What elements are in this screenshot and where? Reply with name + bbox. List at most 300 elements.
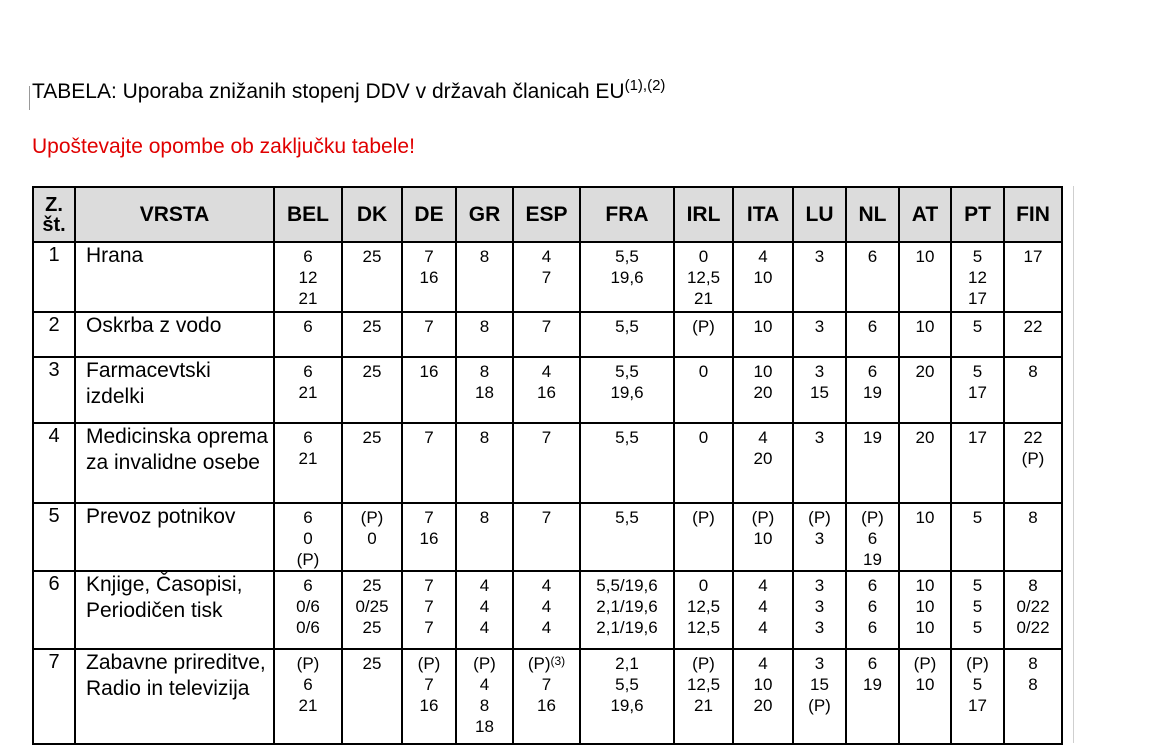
column-header: DE bbox=[402, 187, 456, 242]
rate-cell bbox=[674, 503, 733, 571]
rate-value bbox=[403, 316, 455, 337]
page-edge-line bbox=[1073, 186, 1074, 743]
rate-text: 20 bbox=[753, 696, 773, 715]
rate-value bbox=[734, 427, 792, 448]
rate-text: 4 bbox=[758, 618, 768, 637]
rate-value bbox=[952, 246, 1003, 267]
rate-text: 10 bbox=[915, 576, 935, 595]
rate-cell bbox=[793, 312, 846, 357]
rate-value bbox=[900, 596, 950, 617]
rate-cell bbox=[733, 312, 793, 357]
rate-value bbox=[514, 695, 579, 716]
rate-cell bbox=[951, 312, 1004, 357]
rate-value bbox=[457, 361, 512, 382]
rate-value bbox=[734, 653, 792, 674]
row-category: Zabavne prireditve, Radio in televizija bbox=[75, 649, 274, 744]
rate-value bbox=[514, 246, 579, 267]
title-text: TABELA: Uporaba znižanih stopenj DDV v državah članicah EU bbox=[32, 80, 625, 103]
rate-cell bbox=[951, 503, 1004, 571]
rate-value bbox=[514, 507, 579, 528]
column-header: GR bbox=[456, 187, 513, 242]
rate-value bbox=[675, 267, 732, 288]
rate-value bbox=[581, 267, 673, 288]
row-category: Farmacevtski izdelki bbox=[75, 357, 274, 423]
rate-cell bbox=[793, 649, 846, 744]
rate-text: 21 bbox=[298, 383, 318, 402]
rate-value bbox=[847, 617, 898, 638]
rate-text: 3 bbox=[814, 317, 825, 336]
rate-text: 12,5 bbox=[686, 597, 721, 616]
rate-text: 7 bbox=[424, 317, 434, 336]
rate-text: 5 bbox=[972, 576, 983, 595]
rate-cell bbox=[580, 571, 674, 649]
rate-text: 20 bbox=[915, 362, 935, 381]
rate-value bbox=[514, 596, 579, 617]
rate-text: 5,5 bbox=[615, 675, 639, 694]
rate-value bbox=[847, 246, 898, 267]
rate-text: 5 bbox=[972, 508, 983, 527]
rate-text: 7 bbox=[541, 508, 552, 527]
rate-cell bbox=[580, 649, 674, 744]
rate-cell bbox=[513, 423, 580, 503]
rate-cell bbox=[1004, 312, 1062, 357]
rate-value bbox=[734, 267, 792, 288]
rate-value bbox=[794, 575, 845, 596]
rate-text: 25 bbox=[362, 317, 382, 336]
rate-text: 4 bbox=[541, 362, 552, 381]
rate-text: 4 bbox=[479, 618, 490, 637]
rate-cell bbox=[402, 571, 456, 649]
rate-text: 6 bbox=[867, 529, 878, 548]
rate-text: 8 bbox=[479, 696, 490, 715]
rate-value bbox=[343, 316, 401, 337]
rate-text: 19,6 bbox=[610, 383, 644, 402]
rate-cell bbox=[456, 312, 513, 357]
rate-text: 7 bbox=[424, 508, 434, 527]
rate-text: (P) bbox=[296, 654, 320, 673]
rate-text: 16 bbox=[537, 696, 556, 715]
rate-text: 6 bbox=[303, 576, 313, 595]
title-footnote: (1),(2) bbox=[624, 77, 666, 94]
rate-cell bbox=[846, 357, 899, 423]
header-line: št. bbox=[42, 213, 66, 236]
rate-text: 5,5/19,6 bbox=[596, 576, 658, 595]
rate-text: 10 bbox=[753, 675, 773, 694]
rate-value bbox=[343, 528, 401, 549]
rate-value bbox=[1005, 617, 1061, 638]
rate-cell bbox=[456, 423, 513, 503]
rate-value bbox=[457, 575, 512, 596]
rate-text: 10 bbox=[753, 268, 773, 287]
rate-text: 21 bbox=[298, 289, 318, 308]
rate-value bbox=[514, 575, 579, 596]
table-row bbox=[33, 312, 1062, 357]
rate-value bbox=[952, 288, 1003, 309]
rate-value bbox=[343, 596, 401, 617]
rate-cell bbox=[342, 242, 402, 312]
rate-value bbox=[403, 695, 455, 716]
rate-text: 0 bbox=[698, 247, 709, 266]
rate-cell bbox=[733, 571, 793, 649]
rate-value bbox=[734, 361, 792, 382]
rate-cell bbox=[846, 312, 899, 357]
rate-text: 12,5 bbox=[686, 675, 721, 694]
rate-cell bbox=[1004, 357, 1062, 423]
rate-value bbox=[457, 507, 512, 528]
rate-cell bbox=[951, 571, 1004, 649]
row-number: 1 bbox=[33, 242, 75, 312]
column-header: AT bbox=[899, 187, 951, 242]
rate-text: 5,5 bbox=[615, 247, 639, 266]
rate-value bbox=[847, 674, 898, 695]
column-header: FRA bbox=[580, 187, 674, 242]
rate-cell bbox=[513, 312, 580, 357]
row-category: Oskrba z vodo bbox=[75, 312, 274, 357]
rate-text: (P) bbox=[473, 654, 496, 673]
rate-value bbox=[675, 288, 732, 309]
rate-cell bbox=[456, 649, 513, 744]
rate-text: (P) bbox=[527, 654, 551, 673]
rate-text: 6 bbox=[303, 317, 313, 336]
rate-text: 17 bbox=[968, 696, 987, 715]
rate-text: 4 bbox=[479, 597, 490, 616]
rate-value bbox=[275, 246, 341, 267]
row-number: 5 bbox=[33, 503, 75, 571]
rate-value bbox=[403, 267, 455, 288]
rate-cell bbox=[1004, 649, 1062, 744]
rate-text: 12,5 bbox=[686, 268, 721, 287]
rate-cell bbox=[674, 423, 733, 503]
rate-cell bbox=[402, 357, 456, 423]
rate-text: 5 bbox=[972, 317, 983, 336]
rate-text: (P) bbox=[360, 508, 384, 527]
rate-value bbox=[581, 246, 673, 267]
rate-value bbox=[581, 361, 673, 382]
rate-value bbox=[275, 361, 341, 382]
rate-value bbox=[275, 507, 341, 528]
rate-cell bbox=[456, 357, 513, 423]
rate-text: 10 bbox=[915, 247, 935, 266]
rate-value bbox=[1005, 316, 1061, 337]
rate-text: 4 bbox=[758, 597, 768, 616]
rate-text: 21 bbox=[694, 289, 713, 308]
rate-text: 4 bbox=[479, 675, 490, 694]
rate-text: 0 bbox=[303, 529, 313, 548]
rate-text: 10 bbox=[915, 675, 935, 694]
rate-text: (P) bbox=[417, 654, 441, 673]
rate-value bbox=[403, 427, 455, 448]
rate-value bbox=[900, 575, 950, 596]
rate-value bbox=[794, 382, 845, 403]
rate-value bbox=[794, 596, 845, 617]
rate-value bbox=[343, 617, 401, 638]
rate-text: 3 bbox=[814, 618, 825, 637]
rate-value bbox=[952, 427, 1003, 448]
rate-text: 22 bbox=[1023, 317, 1043, 336]
rate-text: 25 bbox=[362, 247, 382, 266]
rate-value bbox=[457, 695, 512, 716]
rate-cell bbox=[793, 423, 846, 503]
rate-value bbox=[581, 382, 673, 403]
rate-value bbox=[952, 507, 1003, 528]
rate-text: 21 bbox=[298, 696, 318, 715]
rate-text: 5 bbox=[972, 618, 983, 637]
column-header: IRL bbox=[674, 187, 733, 242]
rate-value bbox=[275, 316, 341, 337]
rate-cell bbox=[674, 649, 733, 744]
rate-value bbox=[734, 674, 792, 695]
rate-cell bbox=[674, 357, 733, 423]
rate-value bbox=[952, 382, 1003, 403]
rate-text: 4 bbox=[541, 576, 552, 595]
rate-value bbox=[275, 674, 341, 695]
rate-value bbox=[794, 507, 845, 528]
rate-text: 6 bbox=[867, 317, 878, 336]
rate-value bbox=[403, 617, 455, 638]
rate-value bbox=[900, 674, 950, 695]
rate-cell bbox=[899, 503, 951, 571]
column-header: BEL bbox=[274, 187, 342, 242]
rate-value bbox=[343, 361, 401, 382]
rate-value bbox=[275, 288, 341, 309]
rate-text: 8 bbox=[479, 508, 490, 527]
rate-value bbox=[952, 267, 1003, 288]
rate-text: 8 bbox=[1028, 508, 1038, 527]
rate-cell bbox=[513, 357, 580, 423]
rate-value bbox=[1005, 246, 1061, 267]
rate-text: (P) bbox=[751, 508, 775, 527]
rate-text: 5 bbox=[972, 675, 983, 694]
rate-text: 10 bbox=[915, 317, 935, 336]
rate-cell bbox=[899, 242, 951, 312]
rate-value bbox=[514, 361, 579, 382]
rate-text: 8 bbox=[479, 428, 490, 447]
rate-value bbox=[675, 316, 732, 337]
rate-value bbox=[581, 507, 673, 528]
rate-value bbox=[275, 695, 341, 716]
rate-text: 7 bbox=[541, 268, 552, 287]
rate-value bbox=[794, 617, 845, 638]
rate-value bbox=[952, 361, 1003, 382]
rate-text: 4 bbox=[758, 654, 768, 673]
rate-text: (P) bbox=[913, 654, 937, 673]
rate-text: 25 bbox=[362, 362, 382, 381]
rate-text: 3 bbox=[814, 654, 825, 673]
rate-value bbox=[581, 316, 673, 337]
rate-text: 19,6 bbox=[610, 268, 644, 287]
rate-value bbox=[734, 596, 792, 617]
rate-text: 5 bbox=[972, 247, 983, 266]
rate-value bbox=[403, 361, 455, 382]
rate-value bbox=[675, 674, 732, 695]
rate-value bbox=[734, 246, 792, 267]
rate-text: 20 bbox=[753, 383, 773, 402]
rate-value bbox=[1005, 674, 1061, 695]
rate-value bbox=[1005, 575, 1061, 596]
rate-text: 25 bbox=[362, 618, 382, 637]
table-row bbox=[33, 503, 1062, 571]
rate-cell bbox=[342, 423, 402, 503]
rate-cell bbox=[402, 423, 456, 503]
rate-value bbox=[514, 267, 579, 288]
rate-text: 19 bbox=[863, 550, 882, 569]
rate-text: 6 bbox=[303, 675, 313, 694]
rate-cell bbox=[793, 503, 846, 571]
rate-value bbox=[343, 653, 401, 674]
rate-text: 20 bbox=[915, 428, 935, 447]
rate-cell bbox=[274, 649, 342, 744]
row-category: Hrana bbox=[75, 242, 274, 312]
rate-cell bbox=[513, 242, 580, 312]
rate-text: 0/22 bbox=[1016, 618, 1050, 637]
rate-value bbox=[514, 653, 579, 674]
rate-text: 17 bbox=[968, 383, 987, 402]
rate-text: 16 bbox=[419, 529, 439, 548]
rate-cell bbox=[733, 242, 793, 312]
rate-value bbox=[457, 382, 512, 403]
rate-text: 10 bbox=[915, 597, 935, 616]
rate-cell bbox=[274, 312, 342, 357]
row-number: 2 bbox=[33, 312, 75, 357]
rate-value bbox=[581, 596, 673, 617]
rate-value bbox=[734, 617, 792, 638]
rate-value bbox=[952, 674, 1003, 695]
column-header: PT bbox=[951, 187, 1004, 242]
column-header bbox=[33, 187, 75, 242]
rate-cell bbox=[342, 357, 402, 423]
rate-text: 6 bbox=[867, 576, 878, 595]
rate-value bbox=[457, 617, 512, 638]
rate-value bbox=[581, 674, 673, 695]
rate-value bbox=[581, 427, 673, 448]
rate-text: 18 bbox=[475, 383, 494, 402]
text-cursor bbox=[29, 86, 30, 110]
rate-value bbox=[403, 653, 455, 674]
row-number: 6 bbox=[33, 571, 75, 649]
rate-cell bbox=[1004, 571, 1062, 649]
rate-text: 3 bbox=[814, 576, 825, 595]
rate-cell bbox=[513, 503, 580, 571]
rate-cell bbox=[899, 312, 951, 357]
rate-text: 0 bbox=[367, 529, 377, 548]
rate-text: 3 bbox=[814, 247, 825, 266]
column-header: DK bbox=[342, 187, 402, 242]
row-category: Medicinska oprema za invalidne osebe bbox=[75, 423, 274, 503]
rate-value bbox=[457, 427, 512, 448]
table-row bbox=[33, 649, 1062, 744]
rate-value bbox=[275, 528, 341, 549]
rate-text: 0 bbox=[698, 362, 709, 381]
rate-value bbox=[952, 316, 1003, 337]
rate-value bbox=[794, 427, 845, 448]
rate-value bbox=[1005, 653, 1061, 674]
rate-text: 8 bbox=[1028, 675, 1038, 694]
rate-text: 8 bbox=[1028, 576, 1038, 595]
rate-value bbox=[581, 653, 673, 674]
rate-text: (P) bbox=[808, 508, 831, 527]
rate-value bbox=[900, 427, 950, 448]
rate-cell bbox=[899, 571, 951, 649]
rate-cell bbox=[733, 423, 793, 503]
rate-value bbox=[900, 507, 950, 528]
rate-text: 7 bbox=[541, 428, 552, 447]
rate-value bbox=[581, 617, 673, 638]
rate-cell bbox=[342, 649, 402, 744]
rate-value bbox=[794, 316, 845, 337]
rate-value bbox=[403, 575, 455, 596]
rate-value bbox=[847, 596, 898, 617]
rate-value bbox=[457, 596, 512, 617]
rate-cell bbox=[951, 423, 1004, 503]
rate-value bbox=[514, 382, 579, 403]
rate-text: 10 bbox=[753, 362, 773, 381]
rate-value bbox=[514, 617, 579, 638]
rate-cell bbox=[402, 242, 456, 312]
rate-value bbox=[675, 246, 732, 267]
rate-text: 4 bbox=[541, 597, 552, 616]
rate-text: 17 bbox=[1023, 247, 1043, 266]
rate-value bbox=[794, 674, 845, 695]
rate-value bbox=[457, 246, 512, 267]
table-row bbox=[33, 571, 1062, 649]
rate-cell bbox=[342, 571, 402, 649]
rate-value bbox=[847, 575, 898, 596]
rate-text: 7 bbox=[424, 618, 434, 637]
rate-value bbox=[343, 246, 401, 267]
row-number: 3 bbox=[33, 357, 75, 423]
rate-text: 19 bbox=[863, 383, 882, 402]
rate-text: 25 bbox=[362, 576, 382, 595]
rate-value bbox=[952, 695, 1003, 716]
rate-value bbox=[847, 653, 898, 674]
row-category: Knjige, Časopisi, Periodičen tisk bbox=[75, 571, 274, 649]
rate-text: 17 bbox=[968, 428, 987, 447]
rate-text: 0/22 bbox=[1016, 597, 1050, 616]
rate-cell bbox=[951, 242, 1004, 312]
rate-value bbox=[275, 382, 341, 403]
rate-value bbox=[403, 674, 455, 695]
rate-value bbox=[457, 316, 512, 337]
rate-text: 4 bbox=[541, 618, 552, 637]
rate-text: 3 bbox=[814, 428, 825, 447]
rate-cell bbox=[402, 503, 456, 571]
rate-text: 2,1/19,6 bbox=[596, 597, 658, 616]
rate-text: 8 bbox=[1028, 362, 1038, 381]
rate-cell bbox=[580, 423, 674, 503]
rate-value bbox=[275, 653, 341, 674]
rate-value bbox=[734, 695, 792, 716]
rate-value bbox=[275, 617, 341, 638]
column-header: VRSTA bbox=[75, 187, 274, 242]
rate-text: 7 bbox=[541, 317, 552, 336]
rate-text: 0/25 bbox=[355, 597, 389, 616]
column-header: LU bbox=[793, 187, 846, 242]
rate-value bbox=[675, 617, 732, 638]
rate-value bbox=[275, 448, 341, 469]
rate-text: 5,5 bbox=[615, 428, 639, 447]
rate-text: 17 bbox=[968, 289, 987, 308]
rate-text: 16 bbox=[419, 696, 439, 715]
vat-rates-table bbox=[32, 186, 1063, 745]
rate-value bbox=[675, 507, 732, 528]
rate-value bbox=[847, 316, 898, 337]
rate-value bbox=[847, 427, 898, 448]
rate-text: 15 bbox=[810, 383, 829, 402]
rate-value bbox=[952, 596, 1003, 617]
rate-text: 18 bbox=[475, 717, 494, 736]
rate-value bbox=[1005, 361, 1061, 382]
rate-cell bbox=[846, 503, 899, 571]
